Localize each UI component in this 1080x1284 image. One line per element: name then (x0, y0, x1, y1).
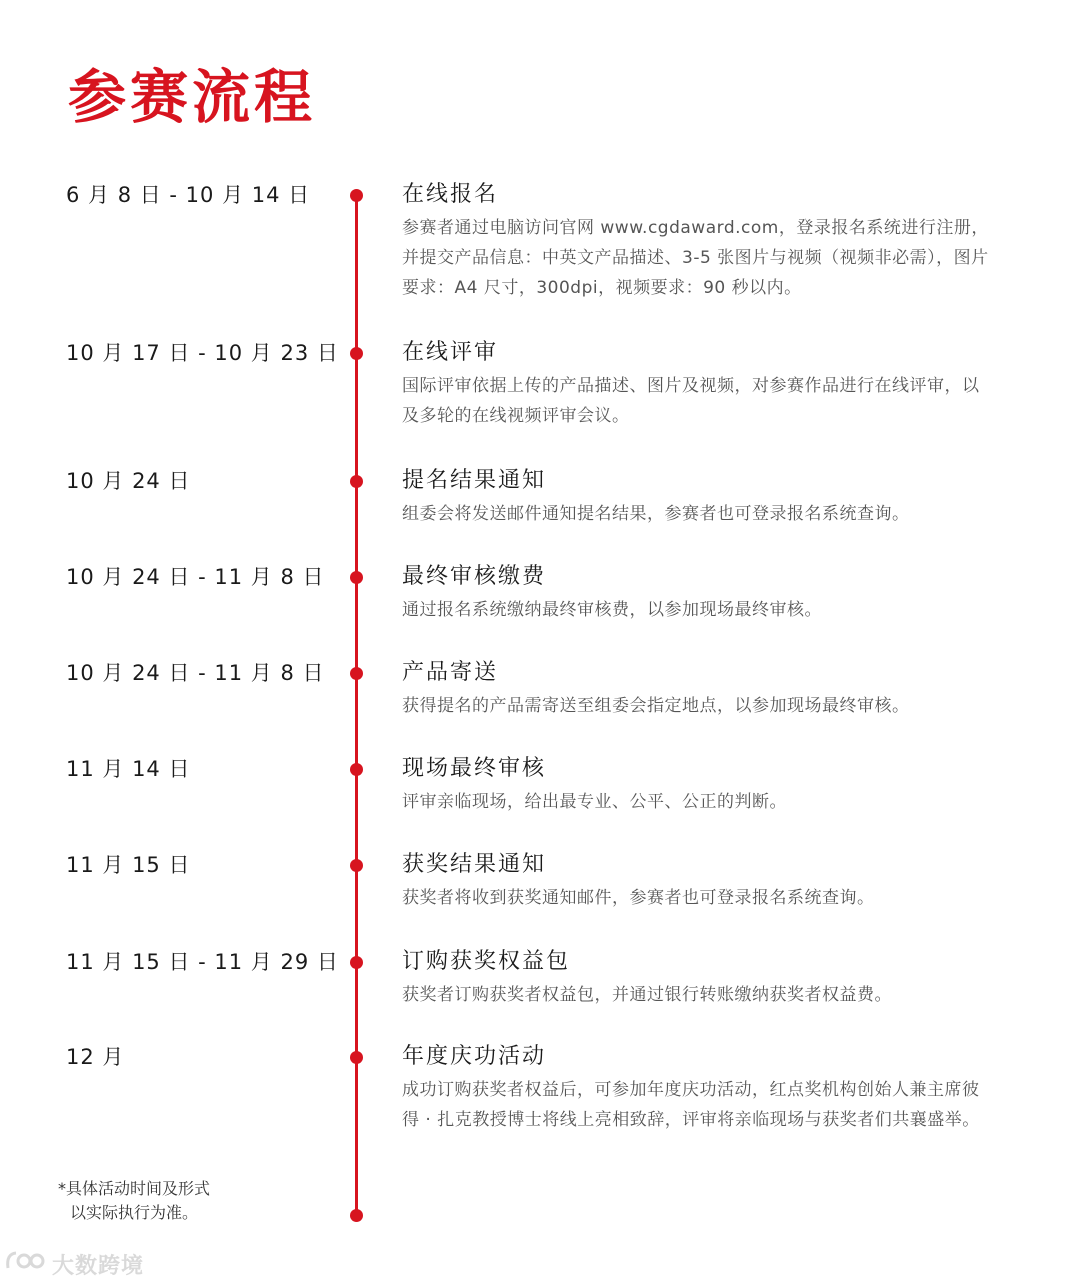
step-title: 提名结果通知 (402, 468, 547, 493)
step-description: 参赛者通过电脑访问官网 www.cgdaward.com，登录报名系统进行注册，并提交产品信息：中英文产品描述、3-5 张图片与视频（视频非必需），图片要求：A4 尺寸，300dpi，视频要求：90 秒以内。 (402, 218, 989, 298)
step-title: 年度庆功活动 (402, 1044, 547, 1069)
footnote (58, 1177, 258, 1225)
timeline-dot (350, 1051, 363, 1064)
step-description: 国际评审依据上传的产品描述、图片及视频，对参赛作品进行在线评审，以及多轮的在线视频评审会议。 (402, 376, 980, 426)
timeline-dot (350, 571, 363, 584)
page-title: 参赛流程 (68, 63, 317, 131)
footnote-line-2: 以实际执行为准。 (70, 1203, 199, 1222)
timeline-dot (350, 667, 363, 680)
step-description: 组委会将发送邮件通知提名结果，参赛者也可登录报名系统查询。 (402, 504, 910, 524)
step-description: 获奖者将收到获奖通知邮件，参赛者也可登录报名系统查询。 (402, 888, 875, 908)
timeline-dot (350, 347, 363, 360)
watermark (4, 1248, 144, 1280)
step-title: 产品寄送 (402, 660, 499, 685)
step-date: 11 月 14 日 (66, 757, 191, 781)
step-date: 10 月 17 日 - 10 月 23 日 (66, 341, 339, 365)
watermark-logo-icon (4, 1248, 48, 1280)
step-date: 10 月 24 日 - 11 月 8 日 (66, 661, 325, 685)
step-description: 获奖者订购获奖者权益包，并通过银行转账缴纳获奖者权益费。 (402, 985, 892, 1005)
step-date: 10 月 24 日 (66, 469, 191, 493)
timeline-dot (350, 475, 363, 488)
step-description: 评审亲临现场，给出最专业、公平、公正的判断。 (402, 792, 787, 812)
step-title: 最终审核缴费 (402, 564, 547, 589)
step-date: 12 月 (66, 1045, 125, 1069)
step-date: 6 月 8 日 - 10 月 14 日 (66, 183, 311, 207)
timeline-end-dot (350, 1209, 363, 1222)
step-title: 在线评审 (402, 340, 499, 365)
timeline-dot (350, 763, 363, 776)
step-description: 成功订购获奖者权益后，可参加年度庆功活动，红点奖机构创始人兼主席彼得 · 扎克教授博士将线上亮相致辞，评审将亲临现场与获奖者们共襄盛举。 (402, 1080, 980, 1130)
step-date: 10 月 24 日 - 11 月 8 日 (66, 565, 325, 589)
step-date: 11 月 15 日 - 11 月 29 日 (66, 950, 339, 974)
step-title: 订购获奖权益包 (402, 949, 571, 974)
step-description: 获得提名的产品需寄送至组委会指定地点，以参加现场最终审核。 (402, 696, 910, 716)
watermark-text: 大数跨境 (52, 1253, 145, 1279)
step-title: 获奖结果通知 (402, 852, 547, 877)
step-title: 现场最终审核 (402, 756, 547, 781)
step-date: 11 月 15 日 (66, 853, 191, 877)
step-description: 通过报名系统缴纳最终审核费，以参加现场最终审核。 (402, 600, 822, 620)
step-title: 在线报名 (402, 182, 499, 207)
footnote-line-1: *具体活动时间及形式 (58, 1179, 211, 1198)
timeline-dot (350, 859, 363, 872)
timeline-dot (350, 189, 363, 202)
timeline-dot (350, 956, 363, 969)
